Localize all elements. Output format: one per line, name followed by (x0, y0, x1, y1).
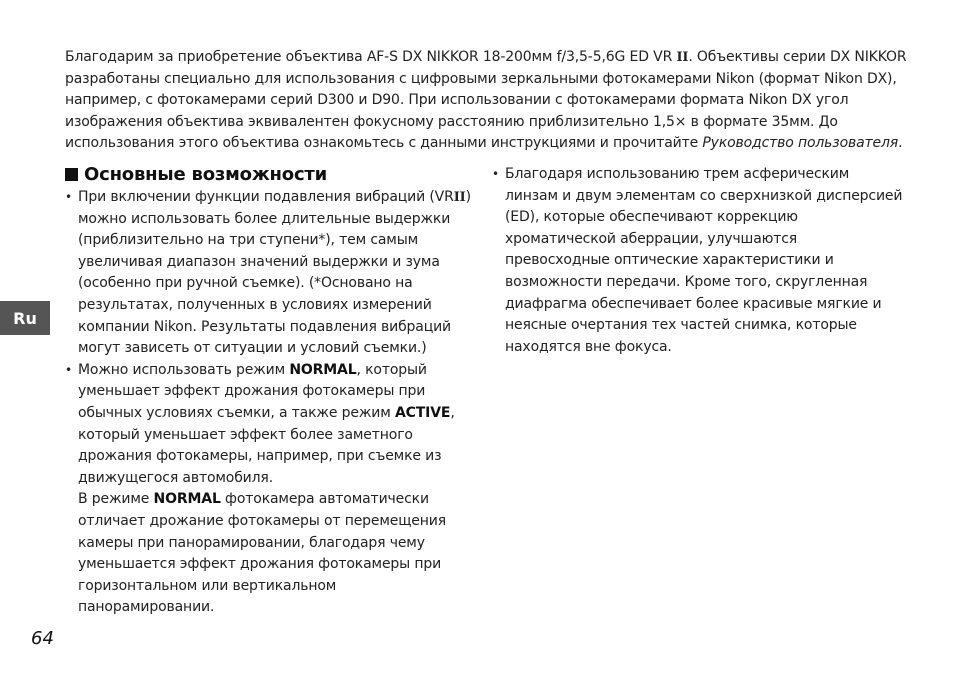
bullet-line: компании Nikon. Результаты подавления вибраций (78, 318, 451, 335)
bullet-line: диафрагма обеспечивает более красивые мягкие и (505, 295, 882, 312)
bullet-text: Можно использовать режим (78, 361, 290, 378)
intro-paragraph (65, 47, 907, 155)
bullet-line (78, 360, 485, 382)
bullet-line: возможности передачи. Кроме того, скругленная (505, 273, 868, 290)
mode-normal: NORMAL (289, 361, 357, 378)
bullet-line: увеличивая диапазон значений выдержки и зума (78, 253, 440, 270)
bullet-line: дрожания фотокамеры, например, при съемке из (78, 448, 442, 465)
bullet-line: (ED), которые обеспечивают коррекцию (505, 209, 798, 226)
feature-bullet-vr (65, 187, 485, 360)
bullet-dot-icon: • (492, 167, 499, 181)
bullet-text: При включении функции подавления вибраций (VR (78, 189, 454, 205)
intro-text: . Объективы серии DX NIKKOR (688, 49, 907, 65)
vr-ii-mark: II (453, 190, 466, 205)
bullet-dot-icon: • (65, 362, 72, 377)
mode-active: ACTIVE (394, 404, 451, 421)
bullet-line: результатах, полученных в условиях измерений (78, 296, 432, 313)
page-number: 64 (31, 628, 54, 649)
bullet-dot-icon: • (65, 190, 72, 204)
mode-normal: NORMAL (153, 491, 221, 508)
bullet-line: (приблизительно на три ступени*), тем самым (78, 232, 419, 249)
language-tab: Ru (0, 301, 50, 335)
bullet-line (78, 489, 485, 511)
bullet-line: (особенно при ручной съемке). (*Основано на (78, 275, 413, 292)
bullet-text: , (450, 404, 455, 421)
feature-bullet-optics (492, 164, 903, 358)
right-column (492, 164, 903, 358)
intro-line: разработаны специально для использования с цифровыми зеркальными фотокамерами Nikon (формат Nikon DX), (65, 70, 897, 87)
intro-text: Благодарим за приобретение объектива AF-S DX NIKKOR 18-200мм f/3,5-5,6G ED VR (65, 49, 677, 65)
vr-ii-mark: II (676, 50, 689, 65)
bullet-line: находятся вне фокуса. (505, 338, 672, 355)
bullet-line: неясные очертания тех частей снимка, которые (505, 317, 857, 334)
square-bullet-icon (65, 168, 78, 181)
section-title: Основные возможности (84, 164, 328, 185)
left-column (65, 187, 485, 619)
bullet-line: горизонтальном или вертикальном (78, 577, 337, 594)
bullet-line: Благодаря использованию трем асферическим (505, 166, 850, 182)
intro-text: использования этого объектива ознакомьтесь с данными инструкциями и прочитайте (65, 135, 703, 152)
bullet-line: камеры при панорамировании, благодаря чему (78, 534, 425, 551)
intro-line: изображения объектива эквивалентен фокусному расстоянию приблизительно 1,5× в формате 35мм. До (65, 113, 838, 130)
bullet-line (78, 187, 485, 209)
bullet-line: который уменьшает эффект более заметного (78, 426, 413, 443)
bullet-line: хроматической аберрации, улучшаются (505, 230, 798, 247)
section-heading (65, 164, 485, 185)
intro-line (65, 133, 903, 155)
bullet-line: движущегося автомобиля. (78, 469, 273, 486)
bullet-text: обычных условиях съемки, а также режим (78, 404, 395, 421)
bullet-text: В режиме (78, 491, 154, 508)
bullet-line: панорамировании. (78, 599, 215, 616)
intro-line (65, 47, 907, 69)
user-manual-title: Руководство пользователя (702, 135, 899, 152)
feature-bullet-modes (65, 360, 485, 619)
bullet-line: уменьшается эффект дрожания фотокамеры при (78, 556, 442, 573)
bullet-text: , который (356, 361, 427, 378)
bullet-line: превосходные оптические характеристики и (505, 252, 834, 269)
intro-line: например, с фотокамерами серий D300 и D90. При использовании с фотокамерами формата Nikon DX угол (65, 92, 849, 109)
bullet-line (78, 403, 485, 425)
bullet-line: могут зависеть от ситуации и условий съемки.) (78, 340, 427, 357)
intro-text: . (898, 135, 903, 152)
bullet-text: фотокамера автоматически (220, 491, 429, 508)
bullet-text: ) (465, 189, 471, 205)
bullet-line: уменьшает эффект дрожания фотокамеры при (78, 383, 426, 400)
bullet-line: отличает дрожание фотокамеры от перемещения (78, 512, 446, 529)
bullet-line: можно использовать более длительные выдержки (78, 210, 451, 227)
bullet-line: линзам и двум элементам со сверхнизкой дисперсией (505, 187, 903, 204)
